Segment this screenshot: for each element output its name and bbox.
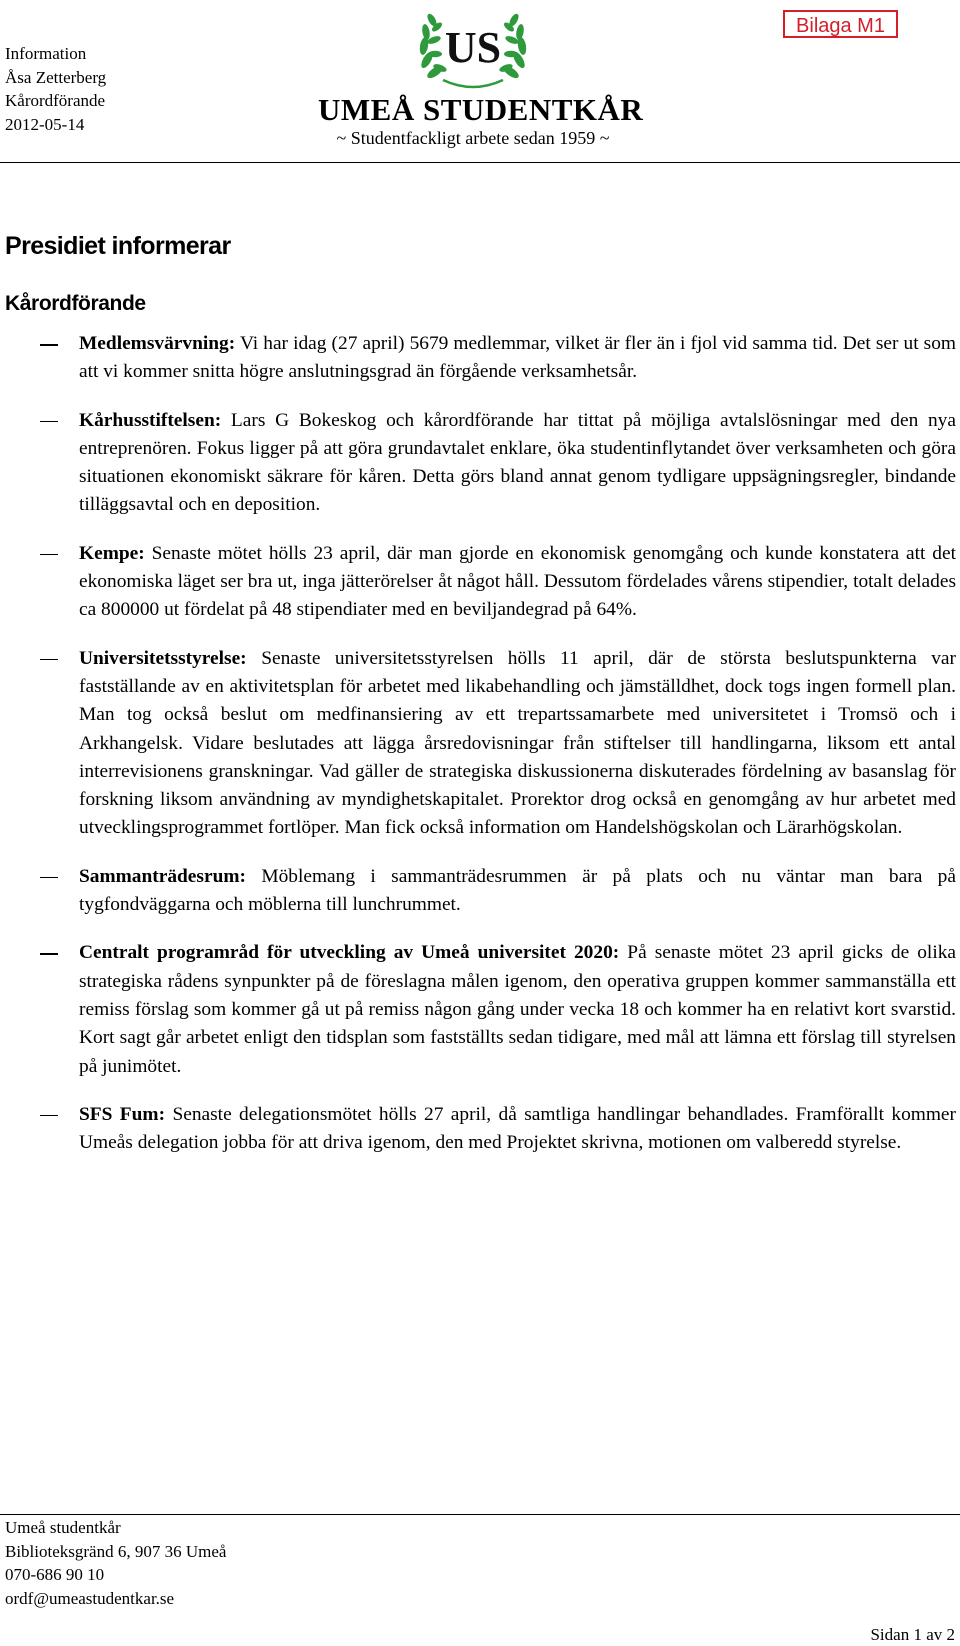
section-heading: Kårordförande bbox=[5, 292, 146, 315]
laurel-wreath-icon bbox=[413, 2, 533, 92]
dash-bullet-icon bbox=[40, 953, 58, 955]
item-label: Sammanträdesrum: bbox=[79, 865, 246, 887]
report-item bbox=[40, 1101, 956, 1158]
dash-bullet-icon bbox=[40, 659, 58, 661]
item-text: Senaste mötet hölls 23 april, där man gjorde en ekonomisk genomgång och kunde konstatera att det ekonomiska läget ser bra ut, inga jätterörelser åt något håll. Dessutom fördelades vårens stipendier, totalt delades ca 800000 ut fördelat på 48 stipendiater med en beviljandegrad på 64%. bbox=[79, 542, 956, 621]
dash-bullet-icon bbox=[40, 1115, 58, 1117]
item-text: Lars G Bokeskog och kårordförande har tittat på möjliga avtalslösningar med den nya entreprenören. Fokus ligger på att göra grundavtalet enklare, öka studentinflytandet över verksamheten och göra situationen ekonomiskt säkrare för kåren. Detta görs bland annat genom tydligare uppsägningsregler, bindande tilläggsavtal och en deposition. bbox=[79, 409, 956, 516]
logo-title: UMEÅ STUDENTKÅR bbox=[318, 92, 644, 127]
report-item bbox=[40, 645, 956, 843]
report-item bbox=[40, 540, 956, 625]
footer-address: Biblioteksgränd 6, 907 36 Umeå bbox=[5, 1541, 227, 1561]
item-text: Möblemang i sammanträdesrummen är på plats och nu väntar man bara på tygfondväggarna och möblerna till lunchrummet. bbox=[79, 865, 956, 916]
item-text: Senaste delegationsmötet hölls 27 april, då samtliga handlingar behandlades. Framförallt kommer Umeås delegation jobba för att driva igenom, den med Projektet skrivna, motionen om valberedd styrelse. bbox=[79, 1103, 956, 1154]
logo-monogram: US bbox=[444, 23, 502, 72]
item-text: Vi har idag (27 april) 5679 medlemmar, vilket är fler än i fjol vid samma tid. Det ser ut som att vi kommer snitta högre anslutningsgrad än förgående verksamhetsår. bbox=[79, 333, 957, 383]
report-item bbox=[40, 330, 956, 387]
dash-bullet-icon bbox=[40, 421, 58, 423]
header-info bbox=[5, 42, 106, 136]
logo-tagline: ~ Studentfackligt arbete sedan 1959 ~ bbox=[336, 128, 610, 148]
dash-bullet-icon bbox=[40, 554, 58, 556]
footer-contact bbox=[5, 1516, 226, 1610]
report-item bbox=[40, 407, 956, 520]
item-text: Senaste universitetsstyrelsen hölls 11 april, där de största beslutspunkterna var fastställande av en aktivitetsplan för arbetet med likabehandling och jämställdhet, dock togs ingen formell plan. Man tog också beslut om medfinansiering av ett trepartssamarbete med universitetet i Tromsö och i Arkhangelsk. Vidare beslutades att lägga årsredovisningar från stiftelser till handlingarna, liksom ett antal interrevisionens granskningar. Vad gäller de strategiska diskussionerna diskuterades fördelning av basanslag för forskning liksom användning av myndighetskapitalet. Prorektor drog också en genomgång av hur arbetet med utvecklingsprogrammet fortlöper. Man fick också information om Handelshögskolan och Lärarhögskolan. bbox=[79, 647, 957, 839]
page-number: Sidan 1 av 2 bbox=[870, 1625, 955, 1644]
dash-bullet-icon bbox=[40, 877, 58, 879]
report-item bbox=[40, 939, 956, 1080]
organization-logo bbox=[318, 0, 644, 160]
footer-phone: 070-686 90 10 bbox=[5, 1565, 105, 1585]
item-label: Kempe: bbox=[79, 542, 145, 564]
document-type: Information bbox=[5, 44, 87, 63]
author-name: Åsa Zetterberg bbox=[5, 67, 107, 87]
footer-organization: Umeå studentkår bbox=[5, 1518, 121, 1537]
item-label: SFS Fum: bbox=[79, 1103, 166, 1125]
dash-bullet-icon bbox=[40, 344, 58, 346]
item-label: Universitetsstyrelse: bbox=[79, 647, 247, 669]
header-divider bbox=[0, 162, 960, 163]
item-text: På senaste mötet 23 april gicks de olika strategiska rådens synpunkter på de föreslagna målen igenom, den operativa gruppen kommer sammanställa ett remiss förslag som kommer gå ut på remiss någon gång under vecka 18 och kommer ha en relativt kort svarstid. Kort sagt går arbetet enligt den tidsplan som fastställts sedan tidigare, med mål att lämna ett förslag till styrelsen på junimötet. bbox=[79, 942, 957, 1077]
footer-email: ordf@umeastudentkar.se bbox=[5, 1588, 175, 1608]
attachment-label: Bilaga M1 bbox=[783, 10, 898, 38]
report-items bbox=[40, 330, 956, 1177]
item-label: Kårhusstiftelsen: bbox=[79, 409, 222, 431]
document-date: 2012-05-14 bbox=[5, 114, 85, 134]
author-role: Kårordförande bbox=[5, 91, 106, 110]
page-title: Presidiet informerar bbox=[5, 232, 231, 260]
item-label: Centralt programråd för utveckling av Umeå universitet 2020: bbox=[79, 942, 620, 964]
footer-divider bbox=[0, 1514, 960, 1515]
report-item bbox=[40, 863, 956, 920]
item-label: Medlemsvärvning: bbox=[79, 333, 236, 354]
